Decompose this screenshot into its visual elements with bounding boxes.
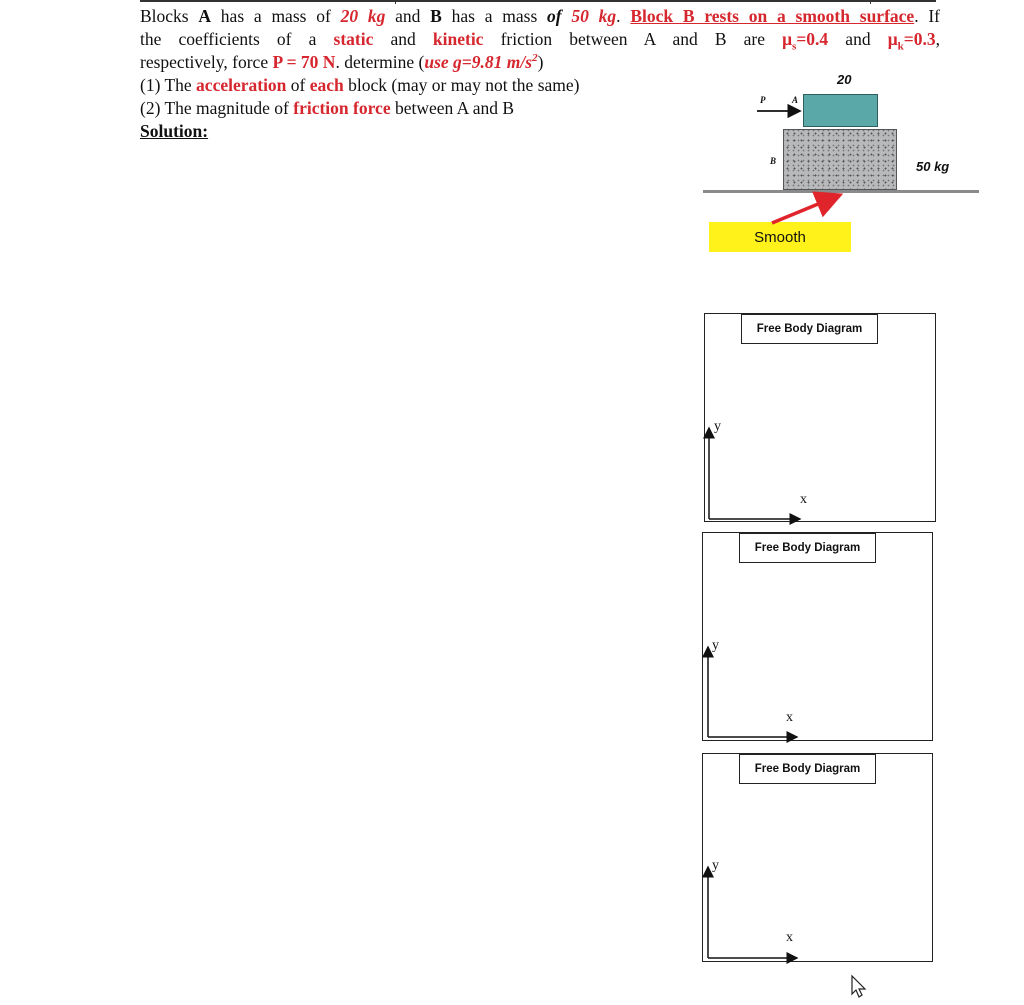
fbd-1-y-axis-label: y [714,419,721,434]
problem-line-1: Blocks A has a mass of 20 kg and B has a mass of 50 kg. Block B rests on a smooth surface. If [140,6,940,26]
fbd-3-x-axis-label: x [786,930,793,945]
question-1: (1) The acceleration of each block (may or may not the same) [140,75,580,95]
problem-line-3: respectively, force P = 70 N. determine (use g=9.81 $m/s^2$) [140,52,544,72]
block-a [803,94,878,127]
ground-surface [703,190,979,193]
question-2: (2) The magnitude of friction force between A and B [140,98,515,118]
mouse-pointer-icon [852,976,865,997]
top-rule-tick [870,0,871,4]
block-b-mass-label: 50 kg [916,159,950,174]
problem-line-2: the coefficients of a static and kinetic friction between A and B are $\mu_s=0.4$ and $\mu_k=0.3$, [140,29,940,53]
top-rule [140,0,936,2]
smooth-label: Smooth [709,222,851,252]
block-b-label: B [770,156,777,166]
top-rule-tick [395,0,396,4]
solution-heading: Solution: [140,121,209,141]
fbd-title-3: Free Body Diagram [739,754,876,784]
force-p-label: P [760,95,766,105]
block-a-label: A [792,95,799,105]
fbd-2-x-axis-label: x [786,710,793,725]
fbd-1-x-axis-label: x [800,492,807,507]
fbd-title-2: Free Body Diagram [739,533,876,563]
block-a-mass-label: 20 [837,72,852,87]
smooth-pointer-arrow [772,195,840,223]
free-body-diagram-box-1 [704,313,936,522]
fbd-title-1: Free Body Diagram [741,314,878,344]
free-body-diagram-box-2 [702,532,933,741]
smooth-surface-text: Block B rests on a smooth surface [630,6,915,26]
fbd-2-y-axis-label: y [712,638,719,653]
fbd-3-y-axis-label: y [712,858,719,873]
free-body-diagram-box-3 [702,753,933,962]
block-b [783,129,897,190]
